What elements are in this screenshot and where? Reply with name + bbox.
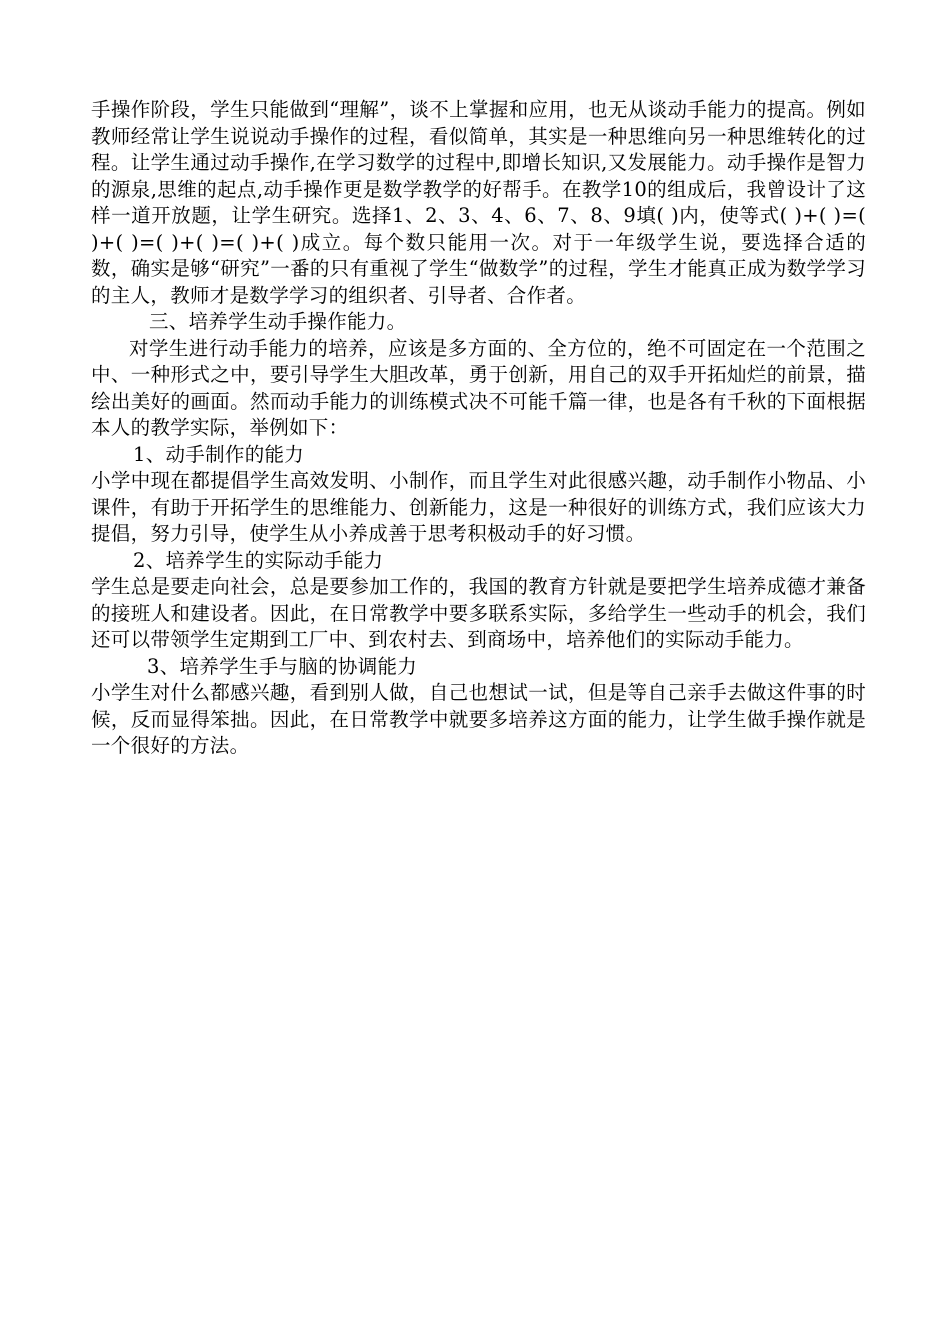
document-body [91,97,866,760]
item-2-heading: 2、培养学生的实际动手能力 [133,548,384,572]
section-heading-3: 三、培养学生动手操作能力。 [149,310,407,333]
paragraph-open-question: 手操作阶段，学生只能做到“理解”，谈不上掌握和应用，也无从谈动手能力的提高。例如教师经常让学生说说动手操作的过程，看似简单，其实是一种思维向另一种思维转化的过程。让学生通过动手操作,在学习数学的过程中,即增长知识,又发展能力。动手操作是智力的源泉,思维的起点,动手操作更是数学教学的好帮手。在教学10的组成后，我曾设计了这样一道开放题，让学生研究。选择1、2、3、4、6、7、8、9填( )内，使等式( )+( )=( )+( )=( )+( )=( )+( )成立。每个数只能用一次。对于一年级学生说，要选择合适的数，确实是够“研究”一番的只有重视了学生“做数学”的过程，学生才能真正成为数学学习的主人，教师才是数学学习的组织者、引导者、合作者。 [91,98,866,307]
item-3-text: 小学生对什么都感兴趣，看到别人做，自己也想试一试，但是等自己亲手去做这件事的时候，反而显得笨拙。因此，在日常教学中就要多培养这方面的能力，让学生做手操作就是一个很好的方法。 [91,681,866,757]
item-3-heading: 3、培养学生手与脑的协调能力 [147,654,418,678]
section-3-intro: 对学生进行动手能力的培养，应该是多方面的、全方位的，绝不可固定在一个范围之中、一种形式之中，要引导学生大胆改革，勇于创新，用自己的双手开拓灿烂的前景，描绘出美好的画面。然而动手能力的训练模式决不可能千篇一律，也是各有千秋的下面根据本人的教学实际，举例如下： [91,336,866,439]
item-1-text: 小学中现在都提倡学生高效发明、小制作，而且学生对此很感兴趣，动手制作小物品、小课件，有助于开拓学生的思维能力、创新能力，这是一种很好的训练方式，我们应该大力提倡，努力引导，使学生从小养成善于思考积极动手的好习惯。 [91,469,866,545]
item-2-text: 学生总是要走向社会，总是要参加工作的，我国的教育方针就是要把学生培养成德才兼备的接班人和建设者。因此，在日常教学中要多联系实际，多给学生一些动手的机会，我们还可以带领学生定期到工厂中、到农村去、到商场中，培养他们的实际动手能力。 [91,575,866,651]
item-1-heading: 1、动手制作的能力 [133,442,305,466]
